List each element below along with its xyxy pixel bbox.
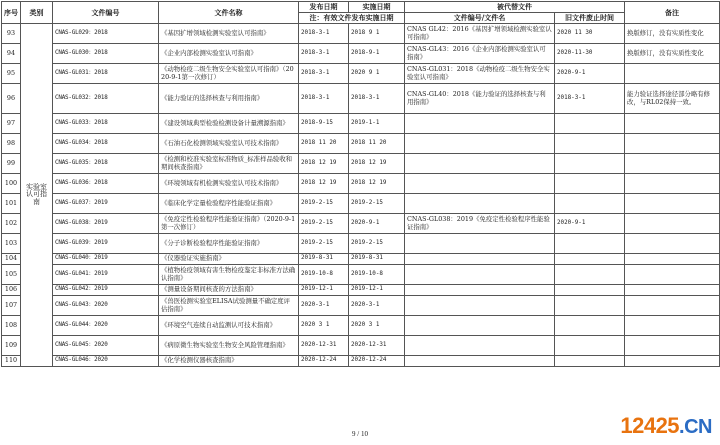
cell-doc-no: CNAS-GL045：2020	[53, 336, 159, 356]
cell-doc-name: 《植物检疫领域有害生物检疫鉴定非标准方法确认指南》	[159, 265, 299, 285]
header-seq: 序号	[2, 2, 21, 24]
cell-pub-date: 2019-2-15	[299, 234, 349, 254]
header-old-abolish: 旧文件废止时间	[555, 13, 625, 24]
cell-replaced-doc	[405, 114, 555, 134]
header-category: 类别	[21, 2, 53, 24]
watermark-part2: .CN	[679, 416, 712, 438]
header-pub-date: 发布日期	[299, 2, 349, 13]
cell-pub-date: 2019-2-15	[299, 194, 349, 214]
cell-seq: 106	[2, 285, 21, 296]
cell-pub-date: 2019-10-8	[299, 265, 349, 285]
cell-replaced-doc: CNAS-GL031：2018《动物检疫二级生物安全实验室认可指南》	[405, 64, 555, 84]
cell-replaced-doc	[405, 234, 555, 254]
cell-remark	[625, 64, 720, 84]
cell-old-abolish	[555, 194, 625, 214]
cell-doc-name: 《环境空气连续自动监测认可技术指南》	[159, 316, 299, 336]
cell-doc-name: 《检测和校准实验室标准物质_标准样品验收和期间核查指南》	[159, 154, 299, 174]
cell-remark	[625, 265, 720, 285]
table-row	[2, 254, 720, 265]
table-row	[2, 174, 720, 194]
cell-replaced-doc	[405, 154, 555, 174]
cell-doc-no: CNAS-GL030：2018	[53, 44, 159, 64]
table-row	[2, 336, 720, 356]
cell-seq: 110	[2, 356, 21, 367]
page-number: 9 / 10	[352, 430, 368, 438]
cell-doc-no: CNAS-GL036：2018	[53, 174, 159, 194]
cell-impl-date: 2020 9 1	[349, 64, 405, 84]
cell-seq: 107	[2, 296, 21, 316]
cell-remark	[625, 296, 720, 316]
header-remarks: 备注	[625, 2, 720, 24]
cell-doc-no: CNAS-GL039：2019	[53, 234, 159, 254]
cell-doc-name: 《临床化学定量检验程序性能验证指南》	[159, 194, 299, 214]
cell-impl-date: 2020-12-31	[349, 336, 405, 356]
cell-pub-date: 2020-3-1	[299, 296, 349, 316]
cell-seq: 105	[2, 265, 21, 285]
cell-old-abolish	[555, 356, 625, 367]
cell-doc-name: 《免疫定性检验程序性能验证指南》（2020-9-1第一次修订）	[159, 214, 299, 234]
cell-replaced-doc	[405, 134, 555, 154]
cell-doc-no: CNAS-GL035：2018	[53, 154, 159, 174]
cell-pub-date: 2020-12-24	[299, 356, 349, 367]
cell-remark	[625, 194, 720, 214]
cell-impl-date: 2020 3 1	[349, 316, 405, 336]
cell-seq: 96	[2, 84, 21, 114]
cell-replaced-doc	[405, 356, 555, 367]
cell-impl-date: 2020-12-24	[349, 356, 405, 367]
cell-replaced-doc	[405, 285, 555, 296]
cell-old-abolish	[555, 254, 625, 265]
cell-impl-date: 2018 9 1	[349, 24, 405, 44]
cell-doc-no: CNAS-GL042：2019	[53, 285, 159, 296]
cell-old-abolish: 2018-3-1	[555, 84, 625, 114]
cell-doc-name: 《石油石化检测领域实验室认可技术指南》	[159, 134, 299, 154]
watermark-part1: 12425	[620, 413, 680, 438]
cell-pub-date: 2018-3-1	[299, 64, 349, 84]
cell-doc-no: CNAS-GL032：2018	[53, 84, 159, 114]
cell-seq: 108	[2, 316, 21, 336]
cell-category: 实验室认可指南	[21, 24, 53, 367]
cell-seq: 93	[2, 24, 21, 44]
cell-replaced-doc	[405, 174, 555, 194]
cell-old-abolish	[555, 234, 625, 254]
table-row	[2, 265, 720, 285]
table-row	[2, 154, 720, 174]
header-replaced-no-name: 文件编号/文件名	[405, 13, 555, 24]
cell-old-abolish	[555, 316, 625, 336]
cell-remark	[625, 356, 720, 367]
cell-replaced-doc: CNAS-GL40：2018《能力验证的选择核查与利用指南》	[405, 84, 555, 114]
cell-doc-no: CNAS-GL029：2018	[53, 24, 159, 44]
cell-remark: 换版修订，没有实质性变化	[625, 44, 720, 64]
cell-doc-name: 《能力验证的选择核查与利用指南》	[159, 84, 299, 114]
cell-pub-date: 2019-12-1	[299, 285, 349, 296]
cell-replaced-doc: CNAS-GL43：2016《企业内部检测实验室认可指南》	[405, 44, 555, 64]
table-row	[2, 234, 720, 254]
cell-remark	[625, 174, 720, 194]
cell-doc-name: 《建设领域典型检验检测设备计量溯源指南》	[159, 114, 299, 134]
cell-doc-no: CNAS-GL034：2018	[53, 134, 159, 154]
cell-impl-date: 2018-3-1	[349, 84, 405, 114]
cell-seq: 109	[2, 336, 21, 356]
cell-remark	[625, 316, 720, 336]
cell-impl-date: 2020-9-1	[349, 214, 405, 234]
cell-doc-no: CNAS-GL046：2020	[53, 356, 159, 367]
cell-old-abolish	[555, 174, 625, 194]
cell-doc-name: 《病原微生物实验室生物安全风险管理指南》	[159, 336, 299, 356]
cell-pub-date: 2018-3-1	[299, 44, 349, 64]
cell-remark	[625, 134, 720, 154]
cell-impl-date: 2019-10-8	[349, 265, 405, 285]
cell-seq: 95	[2, 64, 21, 84]
cell-old-abolish	[555, 154, 625, 174]
cell-old-abolish	[555, 114, 625, 134]
cell-doc-name: 《基因扩增领域检测实验室认可指南》	[159, 24, 299, 44]
watermark-logo	[620, 413, 712, 439]
table-row	[2, 214, 720, 234]
cell-seq: 94	[2, 44, 21, 64]
cell-pub-date: 2019-8-31	[299, 254, 349, 265]
cell-doc-no: CNAS-GL033：2018	[53, 114, 159, 134]
cell-replaced-doc	[405, 316, 555, 336]
cell-seq: 100	[2, 174, 21, 194]
cell-old-abolish	[555, 296, 625, 316]
cell-seq: 99	[2, 154, 21, 174]
table-row	[2, 134, 720, 154]
header-note: 注：有效文件发布实施日期	[299, 13, 405, 24]
cell-impl-date: 2018 11 20	[349, 134, 405, 154]
cell-pub-date: 2020-12-31	[299, 336, 349, 356]
cell-doc-name: 《化学检测仪器核查指南》	[159, 356, 299, 367]
cell-doc-no: CNAS-GL040：2019	[53, 254, 159, 265]
cell-doc-no: CNAS-GL044：2020	[53, 316, 159, 336]
cell-doc-no: CNAS-GL041：2019	[53, 265, 159, 285]
cell-replaced-doc: CNAS GL42：2016《基因扩增领域检测实验室认可指南》	[405, 24, 555, 44]
cell-remark	[625, 234, 720, 254]
cell-replaced-doc	[405, 336, 555, 356]
cell-remark	[625, 114, 720, 134]
cell-doc-name: 《分子诊断检验程序性能验证指南》	[159, 234, 299, 254]
cell-replaced-doc	[405, 296, 555, 316]
table-row	[2, 114, 720, 134]
cell-remark: 能力验证选择途径部分略有修改，与RL02保持一致。	[625, 84, 720, 114]
cell-remark	[625, 154, 720, 174]
table-row	[2, 194, 720, 214]
cell-remark	[625, 285, 720, 296]
cell-impl-date: 2018 12 19	[349, 154, 405, 174]
cell-impl-date: 2019-1-1	[349, 114, 405, 134]
cell-pub-date: 2018-9-15	[299, 114, 349, 134]
cell-doc-name: 《测量设备期间核查的方法指南》	[159, 285, 299, 296]
cell-seq: 104	[2, 254, 21, 265]
cell-pub-date: 2018-3-1	[299, 84, 349, 114]
cell-doc-name: 《企业内部检测实验室认可指南》	[159, 44, 299, 64]
cell-old-abolish: 2020 11 30	[555, 24, 625, 44]
header-doc-no: 文件编号	[53, 2, 159, 24]
header-doc-name: 文件名称	[159, 2, 299, 24]
cell-doc-no: CNAS-GL031：2018	[53, 64, 159, 84]
cell-doc-name: 《仪器验证实施指南》	[159, 254, 299, 265]
table-row	[2, 84, 720, 114]
cell-pub-date: 2018 11 20	[299, 134, 349, 154]
table-row	[2, 44, 720, 64]
table-row	[2, 296, 720, 316]
cell-impl-date: 2020-3-1	[349, 296, 405, 316]
cell-impl-date: 2019-12-1	[349, 285, 405, 296]
cell-impl-date: 2019-8-31	[349, 254, 405, 265]
cell-doc-no: CNAS-GL038：2019	[53, 214, 159, 234]
header-impl-date: 实施日期	[349, 2, 405, 13]
cell-old-abolish	[555, 336, 625, 356]
table-row	[2, 356, 720, 367]
cell-remark	[625, 336, 720, 356]
cell-pub-date: 2018 12 19	[299, 154, 349, 174]
cell-pub-date: 2019-2-15	[299, 214, 349, 234]
cell-remark	[625, 214, 720, 234]
header-replaced: 被代替文件	[405, 2, 625, 13]
cell-pub-date: 2018 12 19	[299, 174, 349, 194]
cell-doc-no: CNAS-GL043：2020	[53, 296, 159, 316]
cell-replaced-doc	[405, 194, 555, 214]
cell-seq: 98	[2, 134, 21, 154]
cell-pub-date: 2020 3 1	[299, 316, 349, 336]
cell-impl-date: 2018 12 19	[349, 174, 405, 194]
cell-remark	[625, 254, 720, 265]
cell-old-abolish	[555, 134, 625, 154]
cell-replaced-doc	[405, 254, 555, 265]
table-row	[2, 24, 720, 44]
cell-old-abolish: 2020-9-1	[555, 64, 625, 84]
table-row	[2, 285, 720, 296]
cell-replaced-doc	[405, 265, 555, 285]
cell-seq: 101	[2, 194, 21, 214]
table-row	[2, 64, 720, 84]
table-row	[2, 316, 720, 336]
cell-doc-name: 《兽医检测实验室ELISA试验测量不确定度评估指南》	[159, 296, 299, 316]
table-body	[2, 24, 720, 367]
cell-impl-date: 2019-2-15	[349, 234, 405, 254]
cell-doc-name: 《环境领域有机检测实验室认可技术指南》	[159, 174, 299, 194]
cell-doc-name: 《动物检疫二级生物安全实验室认可指南》（2020-9-1第一次修订）	[159, 64, 299, 84]
cell-impl-date: 2018-9-1	[349, 44, 405, 64]
cell-old-abolish: 2020-9-1	[555, 214, 625, 234]
cell-old-abolish	[555, 285, 625, 296]
cell-doc-no: CNAS-GL037：2019	[53, 194, 159, 214]
cell-old-abolish: 2020-11-30	[555, 44, 625, 64]
standards-table	[1, 1, 720, 367]
cell-old-abolish	[555, 265, 625, 285]
cell-seq: 102	[2, 214, 21, 234]
cell-replaced-doc: CNAS-GL038：2019《免疫定性检验程序性能验证指南》	[405, 214, 555, 234]
cell-pub-date: 2018-3-1	[299, 24, 349, 44]
cell-seq: 97	[2, 114, 21, 134]
cell-remark: 换版修订，没有实质性变化	[625, 24, 720, 44]
cell-seq: 103	[2, 234, 21, 254]
cell-impl-date: 2019-2-15	[349, 194, 405, 214]
